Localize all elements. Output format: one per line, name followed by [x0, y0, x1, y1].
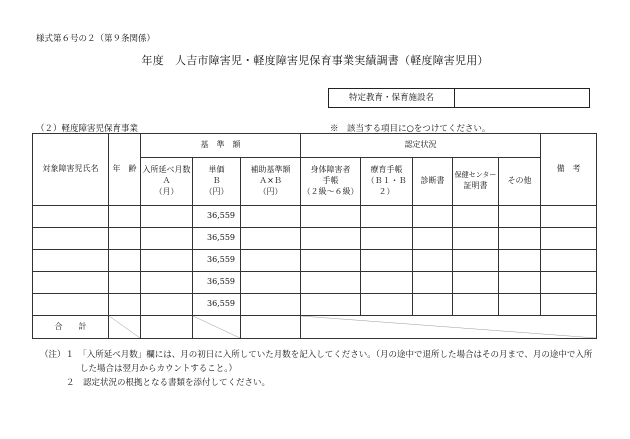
- header-row-1: [33, 134, 597, 158]
- physical-cell[interactable]: [301, 250, 361, 272]
- header-unit-price-symbol: Ｂ: [212, 176, 221, 186]
- note-2: ２ 認定状況の根拠となる書類を添付してください。: [66, 378, 271, 388]
- total-age-slashed-cell: [109, 316, 141, 339]
- unit-price-cell: 36,559: [193, 272, 241, 294]
- ryoiku-cell[interactable]: [361, 206, 413, 228]
- header-name: 対象障害児氏名: [33, 134, 109, 206]
- header-physical-text: 身体障害者: [310, 165, 351, 175]
- name-cell[interactable]: [33, 294, 109, 316]
- name-cell[interactable]: [33, 250, 109, 272]
- other-cell[interactable]: [499, 294, 541, 316]
- header-subsidy-text: 補助基準額: [250, 165, 291, 175]
- remarks-cell[interactable]: [541, 250, 597, 272]
- name-cell[interactable]: [33, 206, 109, 228]
- table-row: [33, 272, 597, 294]
- header-subsidy: [241, 158, 301, 206]
- unit-price-cell: 36,559: [193, 206, 241, 228]
- physical-cell[interactable]: [301, 206, 361, 228]
- total-subsidy-cell[interactable]: [241, 316, 301, 339]
- unit-price-cell: 36,559: [193, 228, 241, 250]
- months-cell[interactable]: [141, 228, 193, 250]
- header-diagnosis: 診断書: [413, 158, 453, 206]
- header-base-amount: 基 準 額: [141, 134, 301, 158]
- form-number: 様式第６号の２（第９条関係）: [36, 34, 156, 44]
- header-unit-price-text: 単価: [208, 165, 225, 175]
- note-1-prefix: （注）１: [40, 350, 75, 360]
- header-ryoiku: [361, 158, 413, 206]
- header-unit-price-unit: （円）: [204, 186, 229, 196]
- unit-price-cell: 36,559: [193, 294, 241, 316]
- age-cell[interactable]: [109, 206, 141, 228]
- total-unit-price-slashed-cell: [193, 316, 241, 339]
- other-cell[interactable]: [499, 206, 541, 228]
- note-1-line2: した場合は翌月からカウントすること。）: [80, 364, 237, 374]
- results-table: [32, 133, 597, 339]
- header-remarks: 備 考: [541, 134, 597, 206]
- header-physical: [301, 158, 361, 206]
- header-months: [141, 158, 193, 206]
- facility-name-box: [328, 88, 590, 108]
- physical-cell[interactable]: [301, 272, 361, 294]
- header-other: その他: [499, 158, 541, 206]
- health-center-cell[interactable]: [453, 272, 499, 294]
- table-row: [33, 206, 597, 228]
- health-center-cell[interactable]: [453, 294, 499, 316]
- facility-name-field[interactable]: [455, 89, 589, 107]
- other-cell[interactable]: [499, 250, 541, 272]
- header-subsidy-formula: Ａ×Ｂ: [259, 176, 282, 186]
- header-ryoiku-text: 療育手帳: [370, 165, 403, 175]
- header-unit-price: [193, 158, 241, 206]
- health-center-cell[interactable]: [453, 206, 499, 228]
- section-title: （２）軽度障害児保育事業: [36, 124, 139, 134]
- facility-name-label: 特定教育・保育施設名: [329, 89, 455, 107]
- page-title: 年度 人吉市障害児・軽度障害児保育事業実績調書（軽度障害児用）: [141, 54, 489, 67]
- health-center-cell[interactable]: [453, 228, 499, 250]
- remarks-cell[interactable]: [541, 228, 597, 250]
- subsidy-cell[interactable]: [241, 228, 301, 250]
- months-cell[interactable]: [141, 250, 193, 272]
- subsidy-cell[interactable]: [241, 294, 301, 316]
- instruction-note: ※ 該当する項目に○をつけてください。: [330, 124, 491, 134]
- header-health-center-cert: 証明書: [463, 180, 488, 190]
- table-row: [33, 228, 597, 250]
- header-months-unit: （月）: [154, 186, 179, 196]
- header-physical-book: 手帳: [322, 176, 339, 186]
- months-cell[interactable]: [141, 272, 193, 294]
- age-cell[interactable]: [109, 272, 141, 294]
- total-months-cell[interactable]: [141, 316, 193, 339]
- header-health-center-text: 保健センター: [454, 171, 497, 180]
- slash-line: [193, 316, 240, 338]
- physical-cell[interactable]: [301, 294, 361, 316]
- table-row: [33, 294, 597, 316]
- ryoiku-cell[interactable]: [361, 272, 413, 294]
- months-cell[interactable]: [141, 294, 193, 316]
- note-1: [40, 348, 592, 362]
- diagnosis-cell[interactable]: [413, 294, 453, 316]
- remarks-cell[interactable]: [541, 206, 597, 228]
- subsidy-cell[interactable]: [241, 250, 301, 272]
- header-months-symbol: Ａ: [162, 176, 171, 186]
- health-center-cell[interactable]: [453, 250, 499, 272]
- ryoiku-cell[interactable]: [361, 250, 413, 272]
- physical-cell[interactable]: [301, 228, 361, 250]
- slash-line: [301, 316, 596, 338]
- age-cell[interactable]: [109, 250, 141, 272]
- total-row: [33, 316, 597, 339]
- months-cell[interactable]: [141, 206, 193, 228]
- subsidy-cell[interactable]: [241, 272, 301, 294]
- footnotes: [40, 348, 592, 390]
- note-1-line1: 「入所延べ月数」欄には、月の初日に入所していた月数を記入してください。（月の途中で退所した場合はその月まで、月の途中で入所: [82, 350, 593, 360]
- remarks-cell[interactable]: [541, 272, 597, 294]
- unit-price-cell: 36,559: [193, 250, 241, 272]
- header-subsidy-unit: （円）: [258, 186, 283, 196]
- total-label: 合 計: [33, 316, 109, 339]
- header-health-center: [453, 158, 499, 206]
- name-cell[interactable]: [33, 228, 109, 250]
- age-cell[interactable]: [109, 294, 141, 316]
- other-cell[interactable]: [499, 228, 541, 250]
- diagnosis-cell[interactable]: [413, 228, 453, 250]
- name-cell[interactable]: [33, 272, 109, 294]
- ryoiku-cell[interactable]: [361, 294, 413, 316]
- table-row: [33, 250, 597, 272]
- header-physical-grade: （２級～６級）: [302, 186, 359, 196]
- remarks-cell[interactable]: [541, 294, 597, 316]
- header-ryoiku-grade: （Ｂ１・Ｂ２）: [366, 176, 407, 196]
- diagnosis-cell[interactable]: [413, 250, 453, 272]
- ryoiku-cell[interactable]: [361, 228, 413, 250]
- subsidy-cell[interactable]: [241, 206, 301, 228]
- header-age: 年 齢: [109, 134, 141, 206]
- header-certification: 認定状況: [301, 134, 541, 158]
- age-cell[interactable]: [109, 228, 141, 250]
- other-cell[interactable]: [499, 272, 541, 294]
- slash-line: [109, 316, 140, 338]
- header-months-text: 入所延べ月数: [142, 165, 191, 175]
- diagnosis-cell[interactable]: [413, 272, 453, 294]
- diagnosis-cell[interactable]: [413, 206, 453, 228]
- total-certification-slashed-cell: [301, 316, 597, 339]
